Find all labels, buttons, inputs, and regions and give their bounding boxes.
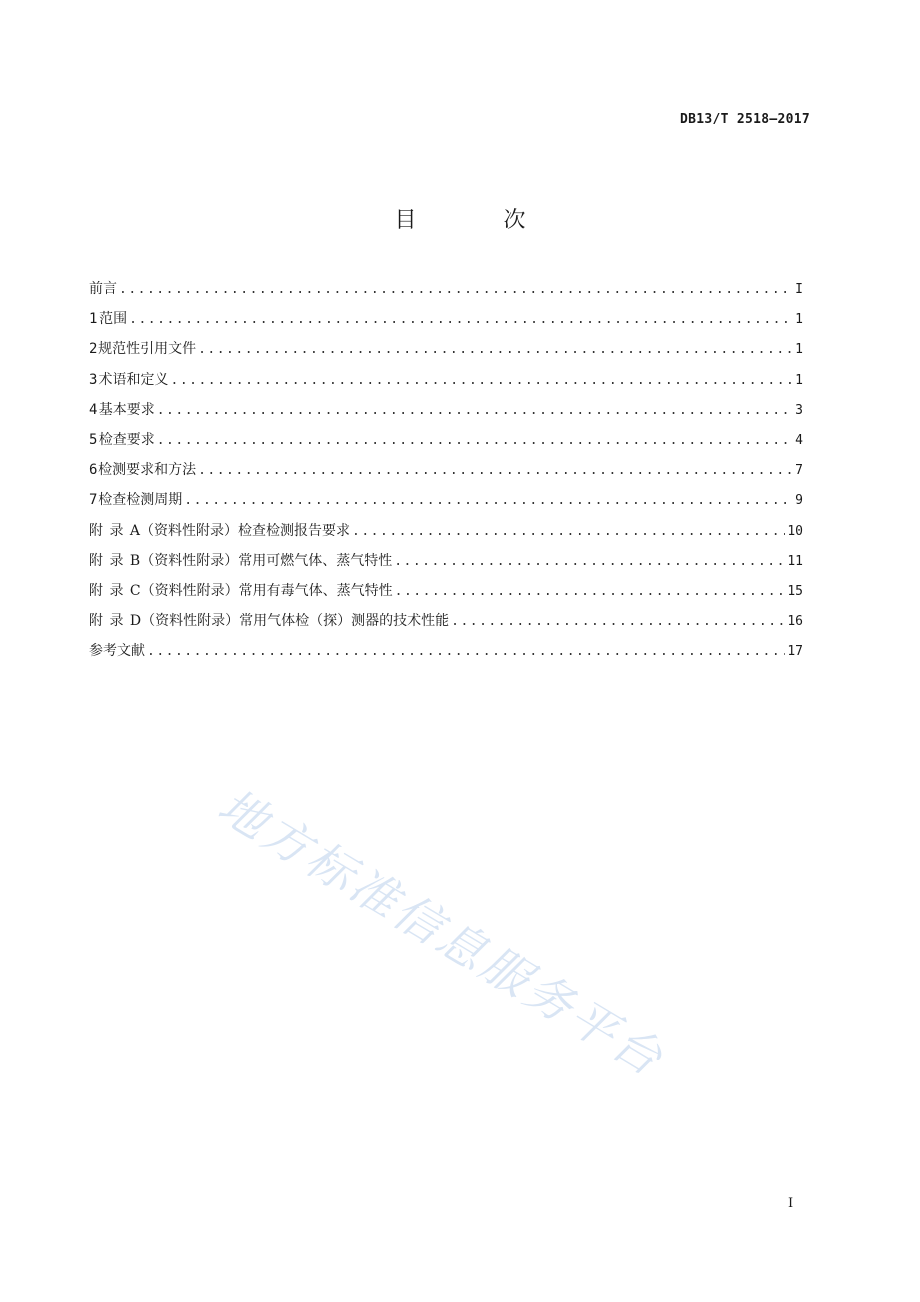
toc-title: 目 次 xyxy=(394,208,566,233)
toc-entry-number: 7 xyxy=(89,492,98,509)
toc-entry-appendix-d[interactable] xyxy=(89,611,803,641)
toc-entry-label: 检查检测周期 xyxy=(98,492,183,509)
toc-entry-label: 检查要求 xyxy=(98,431,155,448)
toc-appendix-type: （资料性附录） xyxy=(141,613,240,630)
toc-leader-dots xyxy=(129,310,791,330)
toc-entry-appendix-c[interactable] xyxy=(89,581,803,611)
toc-entry-page: 11 xyxy=(787,553,803,569)
toc-entry-number: 2 xyxy=(89,341,98,358)
toc-entry-label: 范围 xyxy=(99,311,128,328)
toc-leader-dots xyxy=(157,401,791,421)
toc-entry-page: 16 xyxy=(787,614,803,630)
toc-entry-references[interactable] xyxy=(89,641,803,671)
toc-leader-dots xyxy=(147,642,785,662)
toc-entry-number: 1 xyxy=(89,311,98,328)
toc-entry-testing-methods[interactable] xyxy=(89,460,803,490)
toc-entry-page: I xyxy=(795,282,803,297)
toc-entry-page: 3 xyxy=(795,402,803,418)
toc-entry-page: 15 xyxy=(787,583,803,599)
toc-leader-dots xyxy=(119,280,791,300)
toc-leader-dots xyxy=(394,552,785,572)
toc-entry-appendix-b[interactable] xyxy=(89,551,803,581)
toc-entry-page: 1 xyxy=(795,372,803,388)
toc-entry-page: 4 xyxy=(795,432,803,448)
toc-leader-dots xyxy=(198,340,791,360)
toc-entry-label: 术语和定义 xyxy=(98,371,169,388)
toc-entry-inspection-cycle[interactable] xyxy=(89,490,803,520)
document-code: DB13/T 2518—2017 xyxy=(679,112,810,127)
toc-leader-dots xyxy=(198,461,791,481)
table-of-contents xyxy=(89,279,803,671)
toc-entry-label: 常用有毒气体、蒸气特性 xyxy=(238,582,393,599)
toc-appendix-id: 附 录 B xyxy=(89,552,141,569)
toc-entry-preface[interactable] xyxy=(89,279,803,309)
watermark: 地方标准信息服务平台 xyxy=(208,778,675,1089)
toc-entry-label: 检查检测报告要求 xyxy=(238,522,351,539)
toc-entry-scope[interactable] xyxy=(89,309,803,339)
toc-appendix-type: （资料性附录） xyxy=(140,582,239,599)
toc-entry-page: 9 xyxy=(795,493,803,509)
toc-entry-page: 1 xyxy=(795,342,803,358)
toc-entry-number: 4 xyxy=(89,401,98,418)
toc-entry-number: 5 xyxy=(89,431,98,448)
toc-appendix-id: 附 录 A xyxy=(89,522,141,539)
toc-entry-inspection-requirements[interactable] xyxy=(89,430,803,460)
toc-entry-label: 常用气体检（探）测器的技术性能 xyxy=(239,613,450,630)
toc-entry-page: 17 xyxy=(787,644,803,660)
toc-entry-terms[interactable] xyxy=(89,370,803,400)
toc-leader-dots xyxy=(352,522,785,542)
toc-entry-page: 7 xyxy=(795,463,803,479)
toc-entry-label: 参考文献 xyxy=(89,643,145,660)
toc-entry-page: 10 xyxy=(787,523,803,539)
toc-entry-number: 3 xyxy=(89,371,98,388)
toc-leader-dots xyxy=(451,612,785,632)
toc-appendix-type: （资料性附录） xyxy=(140,552,239,569)
toc-leader-dots xyxy=(395,582,786,602)
toc-appendix-id: 附 录 C xyxy=(89,582,141,599)
toc-leader-dots xyxy=(171,371,792,391)
toc-appendix-type: （资料性附录） xyxy=(140,522,239,539)
toc-entry-label: 规范性引用文件 xyxy=(98,341,197,358)
toc-entry-basic-requirements[interactable] xyxy=(89,400,803,430)
toc-entry-number: 6 xyxy=(89,462,98,479)
toc-leader-dots xyxy=(157,431,791,451)
toc-entry-label: 前言 xyxy=(89,281,117,297)
toc-entry-normative-references[interactable] xyxy=(89,339,803,369)
toc-leader-dots xyxy=(184,491,791,511)
toc-entry-label: 检测要求和方法 xyxy=(98,462,197,479)
toc-appendix-id: 附 录 D xyxy=(89,613,142,630)
page-number: I xyxy=(788,1196,794,1211)
toc-entry-appendix-a[interactable] xyxy=(89,521,803,551)
toc-entry-label: 基本要求 xyxy=(98,401,155,418)
toc-entry-page: 1 xyxy=(795,312,803,328)
toc-entry-label: 常用可燃气体、蒸气特性 xyxy=(238,552,393,569)
